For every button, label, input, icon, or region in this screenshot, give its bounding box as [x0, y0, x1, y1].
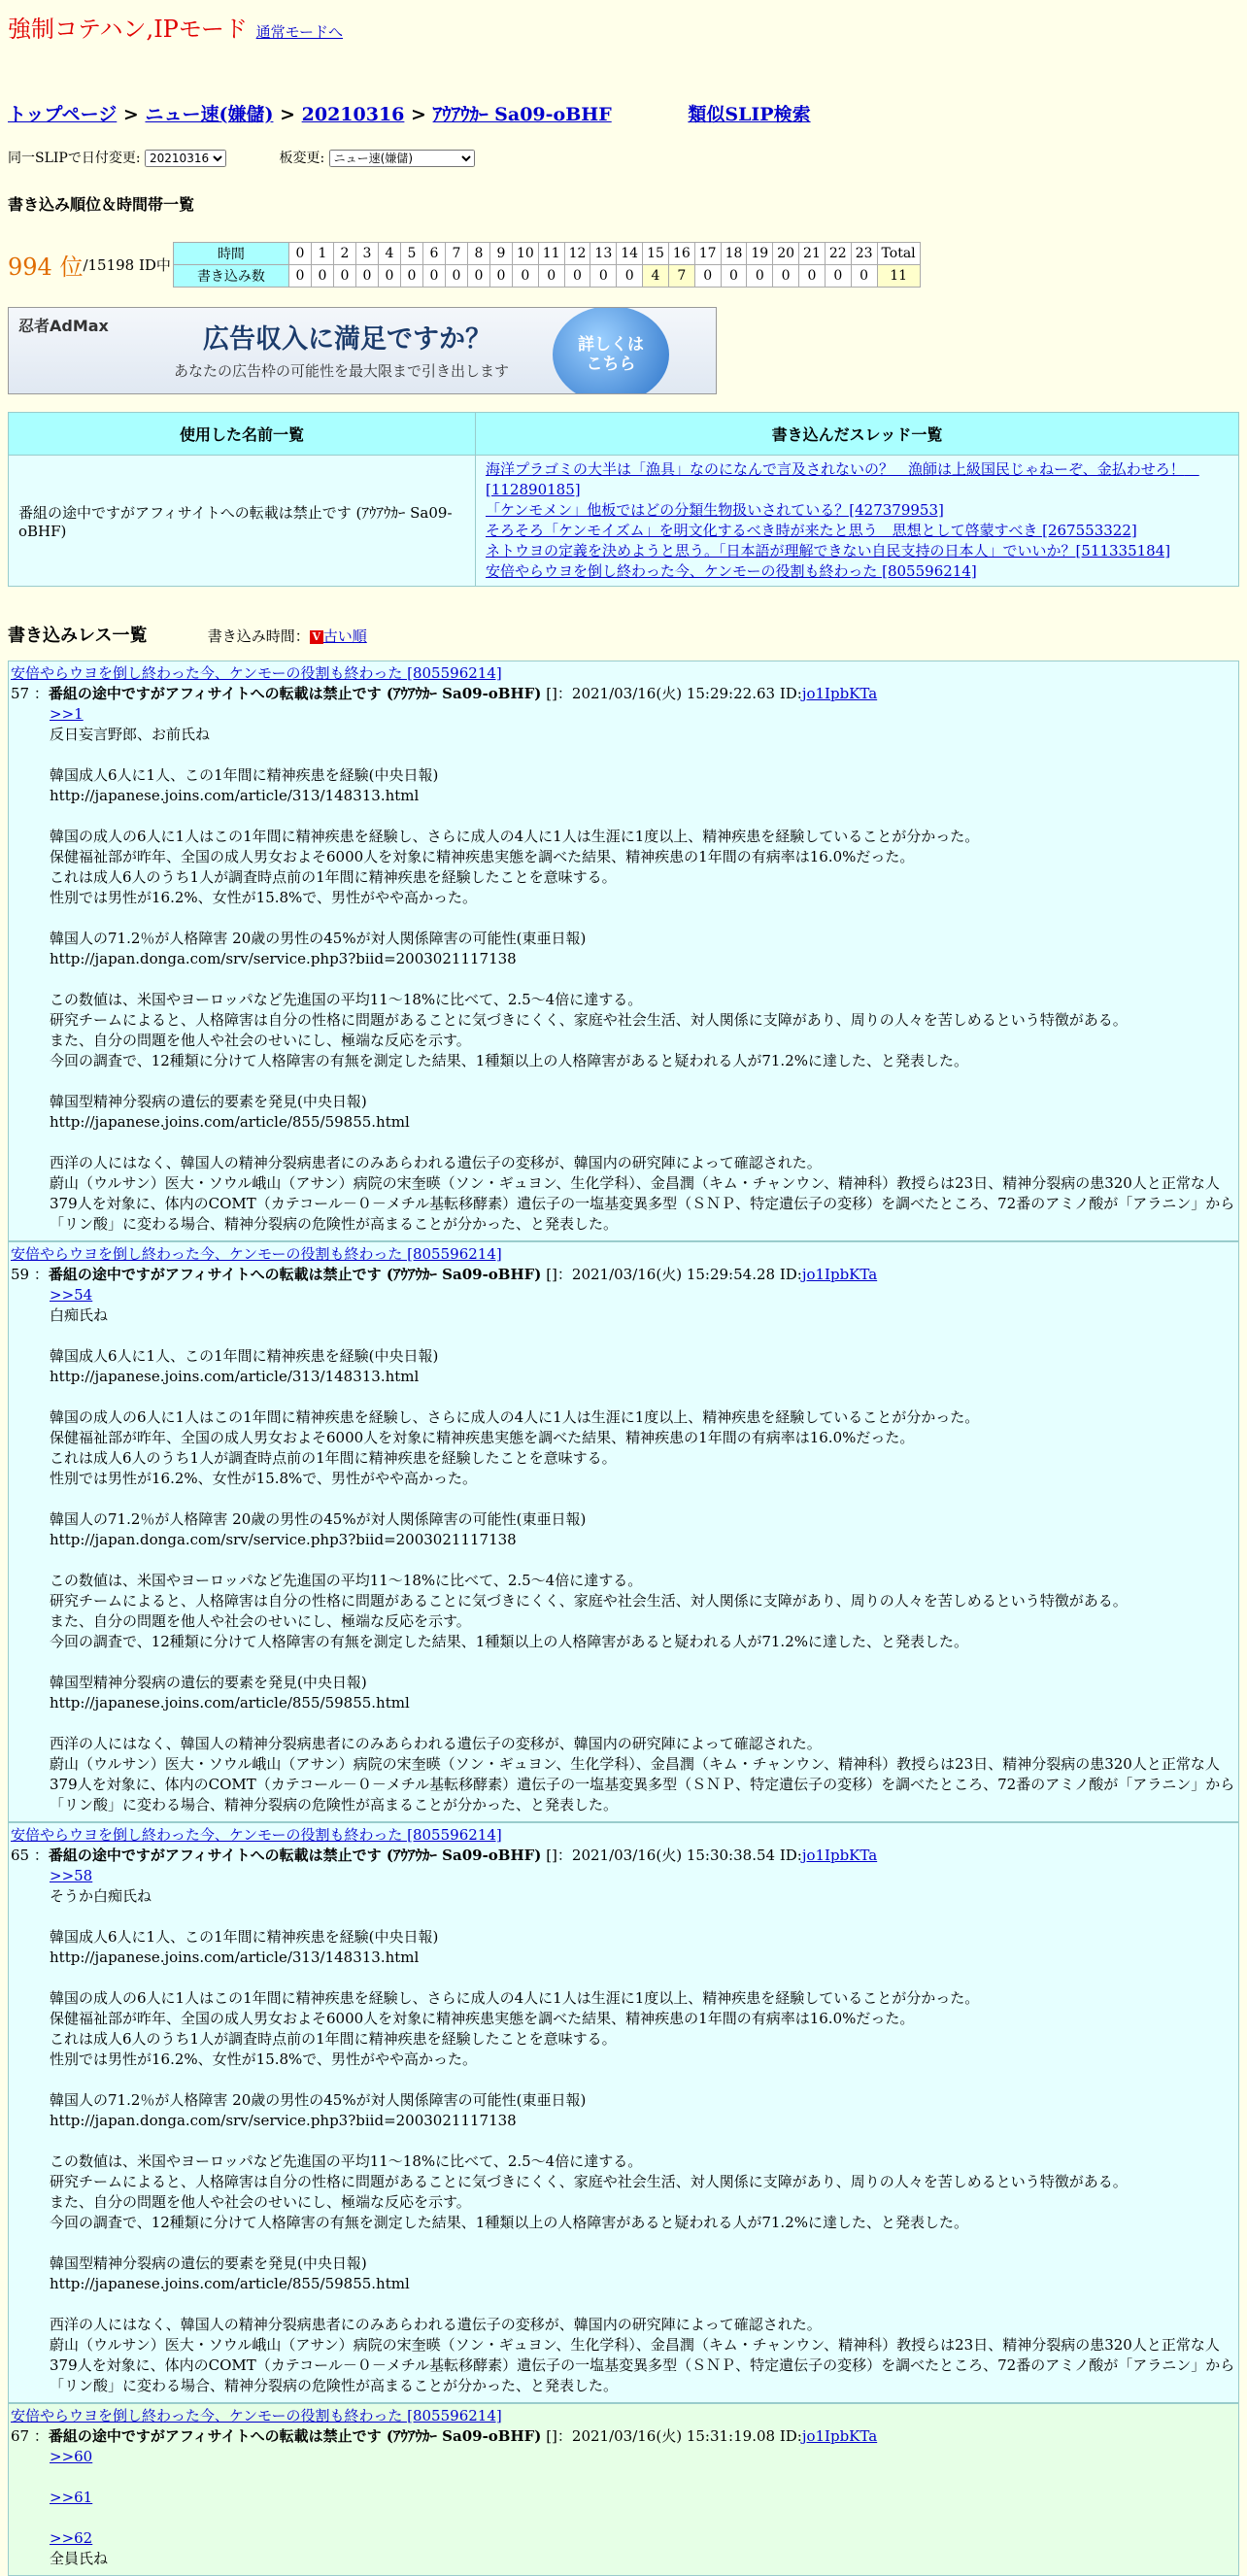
- order-control: [208, 627, 367, 645]
- hour-cell: 3: [355, 243, 378, 265]
- ranking-section-title: 書き込み順位＆時間帯一覧: [8, 195, 195, 214]
- post-header: [11, 2426, 1236, 2447]
- post-thread-link[interactable]: 安倍やらウヨを倒し終わった今、ケンモーの役割も終わった [805596214]: [11, 664, 502, 682]
- responses-title: 書き込みレス一覧: [8, 626, 148, 646]
- ad-details-label: 詳しくは こちら: [578, 335, 644, 374]
- post-body: [50, 2447, 1236, 2569]
- post-number: 57 ：: [11, 685, 49, 702]
- rank-total: /15198 ID中: [83, 256, 171, 274]
- hour-cell: 16: [668, 243, 694, 265]
- ranking-row: [0, 242, 1247, 288]
- count-cell: 11: [877, 265, 920, 288]
- post-meta: []：2021/03/16(火) 15:29:22.63 ID:: [541, 685, 802, 702]
- count-cell: 0: [825, 265, 851, 288]
- ad-banner[interactable]: [8, 307, 717, 394]
- similar-slip-search-link[interactable]: 類似SLIP検索: [688, 104, 811, 125]
- post-header: [11, 1846, 1236, 1866]
- hour-cell: 6: [422, 243, 445, 265]
- post-name: 番組の途中ですがアフィサイトへの転載は禁止です (ｱｳｱｳｶｰ Sa09-oBHF): [48, 2427, 542, 2445]
- count-cell: 0: [422, 265, 445, 288]
- reply-anchor[interactable]: >>61: [50, 2489, 93, 2506]
- count-cell: 0: [747, 265, 773, 288]
- count-cell: 0: [694, 265, 721, 288]
- hour-cell: 9: [489, 243, 512, 265]
- hour-cell: 21: [799, 243, 826, 265]
- breadcrumb-date[interactable]: 20210316: [301, 104, 405, 125]
- hour-cell: 10: [512, 243, 538, 265]
- ad-logo: 忍者AdMax: [18, 317, 109, 335]
- hour-cell: 15: [643, 243, 669, 265]
- post-meta: []：2021/03/16(火) 15:31:19.08 ID:: [541, 2427, 802, 2445]
- hour-cell: Total: [877, 243, 920, 265]
- counts-row: [173, 265, 920, 288]
- used-name: 番組の途中ですがアフィサイトへの転載は禁止です (ｱｳｱｳｶｰ Sa09-oBHF): [9, 456, 476, 587]
- hour-cell: 20: [773, 243, 799, 265]
- thread-link[interactable]: ネトウヨの定義を決めようと思う。「日本語が理解できない自民支持の日本人」でいいか？[511335184]: [486, 542, 1171, 559]
- thread-link[interactable]: 「ケンモメン」他板ではどの分類生物扱いされている？[427379953]: [486, 501, 944, 519]
- hours-row: [173, 243, 920, 265]
- count-cell: 0: [773, 265, 799, 288]
- normal-mode-link[interactable]: 通常モードへ: [255, 23, 344, 41]
- count-cell: 0: [445, 265, 467, 288]
- breadcrumb-board[interactable]: ニュー速(嫌儲): [145, 104, 274, 125]
- post-text: 反日妄言野郎、お前氏ね 韓国成人6人に1人、この1年間に精神疾患を経験(中央日報) http://japanese.joins.com/article/313/148313.html 韓国の成人の6人に1人はこの1年間に精神疾患を経験し、さらに成人の4人に1人は生涯に1度以上、精神疾患を経験していることが分かった。 保健福祉部が昨年、全国の成人男女およそ6000人を対象に精神疾患実態を調べた結果、精神疾患の1年間の有病率は16.0%だった。 これは成人6人のうち1人が調査時点前の1年間に精神疾患を経験したことを意味する。 性別では男性が16.2%、女性が15.8%で、男性がやや高かった。 韓国人の71.2％が人格障害 20歳の男性の45%が対人関係障害の可能性(東亜日報) http://japan.donga.com/srv/service.php3?biid=2003021117138 この数値は、米国やヨーロッパなど先進国の平均11～18%に比べて、2.5～4倍に達する。 研究チームによると、人格障害は自分の性格に問題があることに気づきにくく、家庭や社会生活、対人関係に支障があり、周りの人々を苦しめるという特徴がある。 また、自分の問題を他人や社会のせいにし、極端な反応を示す。 今回の調査で、12種類に分けて人格障害の有無を測定した結果、1種類以上の人格障害があると疑われる人が71.2%に達した、と発表した。 韓国型精神分裂病の遺伝的要素を発見(中央日報) http://japanese.joins.com/article/855/59855.html 西洋の人にはなく、韓国人の精神分裂病患者にのみあらわれる遺伝子の変移が、韓国内の研究陣によって確認された。 蔚山（ウルサン）医大・ソウル峨山（アサン）病院の宋奎暎（ソン・ギュヨン、生化学科）、金昌潤（キム・チャンウン、精神科）教授らは23日、精神分裂病の患320人と正常な人379人を対象に、体内のCOMT（カテコール－０－メチル基転移酵素）遺伝子の一塩基変異多型（ＳＮＰ、特定遺伝子の変移）を調べたところ、72番のアミノ酸が「アラニン」から「リン酸」に変わる場合、精神分裂病の危険性が高まることが分かった、と発表した。: [50, 726, 1235, 1233]
- post-number: 59 ：: [11, 1266, 49, 1283]
- post-text: そうか白痴氏ね 韓国成人6人に1人、この1年間に精神疾患を経験(中央日報) http://japanese.joins.com/article/313/148313.html 韓国の成人の6人に1人はこの1年間に精神疾患を経験し、さらに成人の4人に1人は生涯に1度以上、精神疾患を経験していることが分かった。 保健福祉部が昨年、全国の成人男女およそ6000人を対象に精神疾患実態を調べた結果、精神疾患の1年間の有病率は16.0%だった。 これは成人6人のうち1人が調査時点前の1年間に精神疾患を経験したことを意味する。 性別では男性が16.2%、女性が15.8%で、男性がやや高かった。 韓国人の71.2％が人格障害 20歳の男性の45%が対人関係障害の可能性(東亜日報) http://japan.donga.com/srv/service.php3?biid=2003021117138 この数値は、米国やヨーロッパなど先進国の平均11～18%に比べて、2.5～4倍に達する。 研究チームによると、人格障害は自分の性格に問題があることに気づきにくく、家庭や社会生活、対人関係に支障があり、周りの人々を苦しめるという特徴がある。 また、自分の問題を他人や社会のせいにし、極端な反応を示す。 今回の調査で、12種類に分けて人格障害の有無を測定した結果、1種類以上の人格障害があると疑われる人が71.2%に達した、と発表した。 韓国型精神分裂病の遺伝的要素を発見(中央日報) http://japanese.joins.com/article/855/59855.html 西洋の人にはなく、韓国人の精神分裂病患者にのみあらわれる遺伝子の変移が、韓国内の研究陣によって確認された。 蔚山（ウルサン）医大・ソウル峨山（アサン）病院の宋奎暎（ソン・ギュヨン、生化学科）、金昌潤（キム・チャンウン、精神科）教授らは23日、精神分裂病の患320人と正常な人379人を対象に、体内のCOMT（カテコール－０－メチル基転移酵素）遺伝子の一塩基変異多型（ＳＮＰ、特定遺伝子の変移）を調べたところ、72番のアミノ酸が「アラニン」から「リン酸」に変わる場合、精神分裂病の危険性が高まることが分かった、と発表した。: [50, 1887, 1235, 2394]
- count-cell: 0: [590, 265, 617, 288]
- post-header: [11, 684, 1236, 704]
- count-cell: 0: [288, 265, 311, 288]
- thread-link[interactable]: 安倍やらウヨを倒し終わった今、ケンモーの役割も終わった [805596214]: [486, 562, 977, 580]
- post-number: 67 ：: [11, 2427, 49, 2445]
- count-cell: 0: [378, 265, 400, 288]
- post-text: 白痴氏ね 韓国成人6人に1人、この1年間に精神疾患を経験(中央日報) http://japanese.joins.com/article/313/148313.html 韓国の成人の6人に1人はこの1年間に精神疾患を経験し、さらに成人の4人に1人は生涯に1度以上、精神疾患を経験していることが分かった。 保健福祉部が昨年、全国の成人男女およそ6000人を対象に精神疾患実態を調べた結果、精神疾患の1年間の有病率は16.0%だった。 これは成人6人のうち1人が調査時点前の1年間に精神疾患を経験したことを意味する。 性別では男性が16.2%、女性が15.8%で、男性がやや高かった。 韓国人の71.2％が人格障害 20歳の男性の45%が対人関係障害の可能性(東亜日報) http://japan.donga.com/srv/service.php3?biid=2003021117138 この数値は、米国やヨーロッパなど先進国の平均11～18%に比べて、2.5～4倍に達する。 研究チームによると、人格障害は自分の性格に問題があることに気づきにくく、家庭や社会生活、対人関係に支障があり、周りの人々を苦しめるという特徴がある。 また、自分の問題を他人や社会のせいにし、極端な反応を示す。 今回の調査で、12種類に分けて人格障害の有無を測定した結果、1種類以上の人格障害があると疑われる人が71.2%に達した、と発表した。 韓国型精神分裂病の遺伝的要素を発見(中央日報) http://japanese.joins.com/article/855/59855.html 西洋の人にはなく、韓国人の精神分裂病患者にのみあらわれる遺伝子の変移が、韓国内の研究陣によって確認された。 蔚山（ウルサン）医大・ソウル峨山（アサン）病院の宋奎暎（ソン・ギュヨン、生化学科）、金昌潤（キム・チャンウン、精神科）教授らは23日、精神分裂病の患320人と正常な人379人を対象に、体内のCOMT（カテコール－０－メチル基転移酵素）遺伝子の一塩基変異多型（ＳＮＰ、特定遺伝子の変移）を調べたところ、72番のアミノ酸が「アラニン」から「リン酸」に変わる場合、精神分裂病の危険性が高まることが分かった、と発表した。: [50, 1306, 1235, 1813]
- count-cell: 0: [564, 265, 590, 288]
- hours-table: [173, 242, 921, 288]
- hour-cell: 19: [747, 243, 773, 265]
- post-id-link[interactable]: jo1IpbKTa: [801, 2427, 878, 2445]
- threads-column-header: 書き込んだスレッド一覧: [476, 413, 1239, 456]
- date-change-label: 同一SLIPで日付変更:: [8, 151, 141, 166]
- hour-cell: 22: [825, 243, 851, 265]
- mode-title: 強制コテハン,IPモード: [8, 16, 248, 43]
- reply-anchor[interactable]: >>1: [50, 705, 84, 723]
- breadcrumb-separator: >: [122, 104, 139, 125]
- post: [8, 661, 1239, 1241]
- post-id-link[interactable]: jo1IpbKTa: [801, 1266, 878, 1283]
- count-cell: 7: [668, 265, 694, 288]
- post-header: [11, 1265, 1236, 1285]
- reply-anchor[interactable]: >>58: [50, 1867, 93, 1884]
- names-threads-table: [8, 412, 1239, 587]
- count-cell: 0: [799, 265, 826, 288]
- breadcrumb-separator: >: [280, 104, 295, 125]
- post-text: 全員氏ね: [50, 2550, 109, 2567]
- count-cell: 0: [467, 265, 489, 288]
- post-name: 番組の途中ですがアフィサイトへの転載は禁止です (ｱｳｱｳｶｰ Sa09-oBHF): [48, 685, 542, 702]
- select-row: [0, 148, 1247, 167]
- count-cell: 0: [512, 265, 538, 288]
- rank-number: 994 位: [8, 254, 84, 281]
- hour-cell: 4: [378, 243, 400, 265]
- names-column-header: 使用した名前一覧: [9, 413, 476, 456]
- hour-cell: 13: [590, 243, 617, 265]
- hour-cell: 0: [288, 243, 311, 265]
- hour-cell: 2: [333, 243, 355, 265]
- count-cell: 0: [538, 265, 564, 288]
- hour-cell: 18: [721, 243, 747, 265]
- breadcrumb-top[interactable]: トップページ: [8, 104, 118, 125]
- post-name: 番組の途中ですがアフィサイトへの転載は禁止です (ｱｳｱｳｶｰ Sa09-oBHF): [48, 1847, 542, 1864]
- count-cell: 0: [400, 265, 422, 288]
- ad-details-button[interactable]: [553, 307, 669, 394]
- ad-headline: 広告収入に満足ですか？: [203, 324, 491, 355]
- post: [8, 1822, 1239, 2403]
- breadcrumb-separator: >: [411, 104, 426, 125]
- count-cell: 0: [721, 265, 747, 288]
- hours-row-label: 時間: [173, 243, 288, 265]
- board-select[interactable]: [329, 150, 475, 167]
- count-cell: 0: [333, 265, 355, 288]
- reply-anchor[interactable]: >>62: [50, 2529, 93, 2547]
- post-body: [50, 704, 1236, 1235]
- post: [8, 1241, 1239, 1822]
- date-select[interactable]: [145, 150, 226, 167]
- post-thread-link[interactable]: 安倍やらウヨを倒し終わった今、ケンモーの役割も終わった [805596214]: [11, 2407, 502, 2424]
- hour-cell: 8: [467, 243, 489, 265]
- post-meta: []：2021/03/16(火) 15:30:38.54 ID:: [541, 1847, 802, 1864]
- post-name: 番組の途中ですがアフィサイトへの転載は禁止です (ｱｳｱｳｶｰ Sa09-oBHF): [48, 1266, 542, 1283]
- reply-anchor[interactable]: >>60: [50, 2448, 93, 2465]
- post-body: [50, 1285, 1236, 1815]
- hour-cell: 12: [564, 243, 590, 265]
- hour-cell: 1: [311, 243, 333, 265]
- post-meta: []：2021/03/16(火) 15:29:54.28 ID:: [541, 1266, 802, 1283]
- thread-list: [476, 456, 1239, 587]
- count-cell: 4: [643, 265, 669, 288]
- time-label: 書き込み時間：: [207, 627, 310, 645]
- post: [8, 2403, 1239, 2576]
- board-change-label: 板変更:: [279, 151, 325, 166]
- ad-subtext: あなたの広告枠の可能性を最大限まで引き出します: [174, 362, 510, 380]
- counts-row-label: 書き込み数: [173, 265, 288, 288]
- hour-cell: 17: [694, 243, 721, 265]
- count-cell: 0: [617, 265, 643, 288]
- count-cell: 0: [851, 265, 877, 288]
- post-thread-link[interactable]: 安倍やらウヨを倒し終わった今、ケンモーの役割も終わった [805596214]: [11, 1826, 502, 1844]
- sort-v-icon[interactable]: V: [310, 630, 323, 644]
- top-bar: [0, 0, 1247, 44]
- post-thread-link[interactable]: 安倍やらウヨを倒し終わった今、ケンモーの役割も終わった [805596214]: [11, 1245, 502, 1263]
- post-id-link[interactable]: jo1IpbKTa: [801, 685, 878, 702]
- hour-cell: 7: [445, 243, 467, 265]
- post-body: [50, 1866, 1236, 2396]
- thread-link[interactable]: 海洋プラゴミの大半は「漁具」なのになんで言及されないの？ 漁師は上級国民じゃねーぞ、金払わせろ！ [112890185]: [486, 460, 1199, 498]
- count-cell: 0: [489, 265, 512, 288]
- breadcrumb-slip[interactable]: ｱｳｱｳｶｰ Sa09-oBHF: [432, 104, 612, 125]
- post-list: [8, 661, 1239, 2576]
- hour-cell: 23: [851, 243, 877, 265]
- count-cell: 0: [311, 265, 333, 288]
- oldest-first-link[interactable]: 古い順: [322, 627, 367, 645]
- reply-anchor[interactable]: >>54: [50, 1286, 93, 1304]
- hour-cell: 11: [538, 243, 564, 265]
- thread-link[interactable]: そろそろ「ケンモイズム」を明文化するべき時が来たと思う 思想として啓蒙すべき [267553322]: [486, 522, 1137, 539]
- post-id-link[interactable]: jo1IpbKTa: [801, 1847, 878, 1864]
- hour-cell: 14: [617, 243, 643, 265]
- count-cell: 0: [355, 265, 378, 288]
- post-number: 65 ：: [11, 1847, 49, 1864]
- responses-header: [0, 622, 1247, 647]
- hour-cell: 5: [400, 243, 422, 265]
- breadcrumb: [0, 100, 1247, 126]
